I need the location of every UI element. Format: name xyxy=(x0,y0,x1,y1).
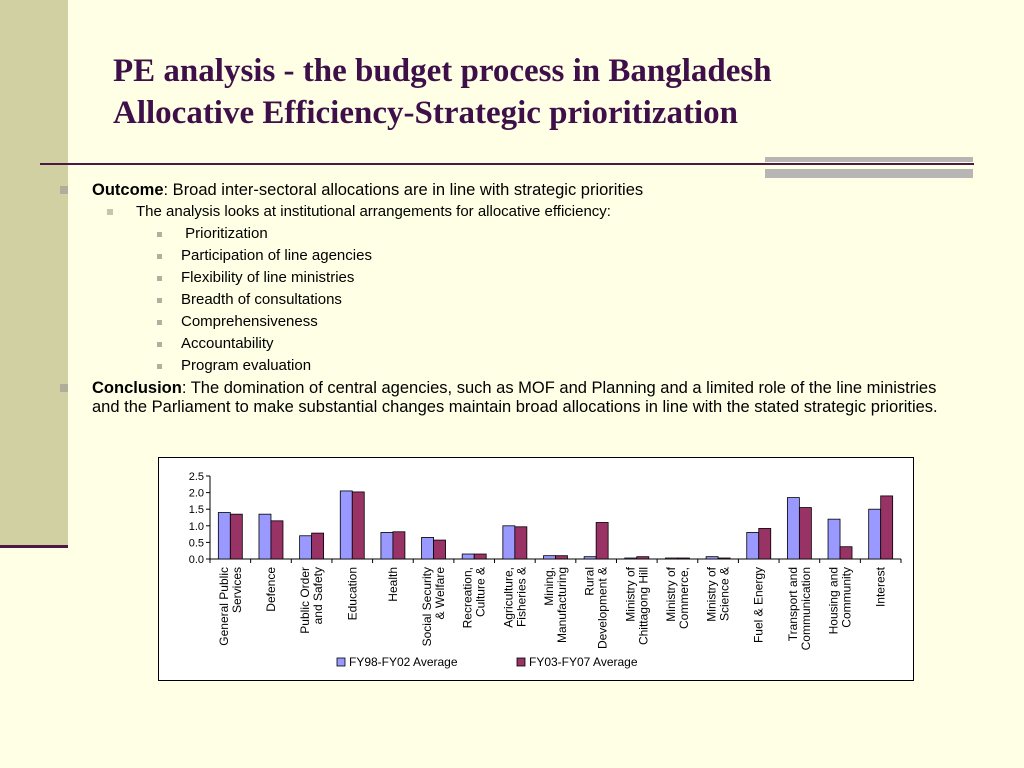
bullet-marker xyxy=(60,186,68,194)
bar-fy98-fy02 xyxy=(300,536,312,559)
y-tick-label: 2.0 xyxy=(188,487,204,500)
bar-fy03-fy07 xyxy=(799,508,811,559)
list-item-text: Program evaluation xyxy=(181,356,312,374)
bar-fy98-fy02 xyxy=(706,557,718,559)
list-item xyxy=(60,289,960,311)
bullet-marker xyxy=(157,254,162,259)
bullet-marker xyxy=(157,342,162,347)
title-line-1: PE analysis - the budget process in Bangladesh xyxy=(113,53,772,89)
legend-swatch xyxy=(337,658,345,666)
x-category-label-line: Transport and xyxy=(785,567,800,642)
bullet-marker xyxy=(157,364,162,369)
x-category-label xyxy=(542,567,569,643)
x-category-label-line: and Safety xyxy=(311,567,326,625)
bar-fy03-fy07 xyxy=(677,558,689,559)
x-category-label-line: Public Order xyxy=(298,567,313,634)
bar-fy03-fy07 xyxy=(434,540,446,559)
y-tick-label: 1.5 xyxy=(188,504,204,517)
x-category-label-line: Ministry of xyxy=(704,567,719,622)
analysis-intro-text: The analysis looks at institutional arrangements for allocative efficiency: xyxy=(136,202,611,220)
left-decor-line xyxy=(0,545,68,548)
x-category-label xyxy=(874,566,888,607)
y-tick-label: 2.5 xyxy=(188,471,204,483)
x-category-label-line: Defence xyxy=(263,567,278,612)
bar-fy98-fy02 xyxy=(665,558,677,559)
bar-fy98-fy02 xyxy=(340,491,352,559)
bullet-marker xyxy=(107,209,113,215)
bar-fy03-fy07 xyxy=(637,557,649,559)
list-item-text: Flexibility of line ministries xyxy=(181,268,355,286)
bar-fy98-fy02 xyxy=(787,498,799,559)
x-category-label xyxy=(752,567,766,643)
outcome-text: : Broad inter-sectoral allocations are in line with strategic priorities xyxy=(163,181,644,199)
conclusion-text: : The domination of central agencies, such as MOF and Planning and a limited role of the line ministries and the Parliament to make substantial changes maintain broad allocations in line with the stated strategic priorities. xyxy=(92,378,938,416)
decor-bar-top xyxy=(765,157,973,162)
list-item-text: Participation of line agencies xyxy=(181,246,372,264)
bar-fy03-fy07 xyxy=(352,492,364,559)
x-category-label-line: Mining, xyxy=(542,567,556,606)
bar-fy98-fy02 xyxy=(259,514,271,559)
x-category-label-line: Recreation, xyxy=(460,567,475,629)
outcome-bullet xyxy=(60,181,960,201)
analysis-intro-bullet xyxy=(60,201,960,223)
list-item xyxy=(60,311,960,333)
bullet-marker xyxy=(157,320,162,325)
decor-bar-bottom xyxy=(765,169,973,178)
bar-fy03-fy07 xyxy=(718,558,730,559)
list-item-text: Comprehensiveness xyxy=(181,312,318,330)
list-item-text: Accountability xyxy=(181,334,274,352)
x-category-label xyxy=(705,566,732,621)
x-category-label-line: Community xyxy=(839,567,854,628)
bar-fy03-fy07 xyxy=(840,547,852,559)
bar-fy03-fy07 xyxy=(474,554,486,559)
x-category-label xyxy=(345,567,359,620)
x-category-label-line: General Public xyxy=(216,567,231,646)
bar-fy03-fy07 xyxy=(556,556,568,559)
bullet-marker xyxy=(60,384,68,392)
x-category-label xyxy=(786,567,813,650)
bar-fy98-fy02 xyxy=(218,513,230,559)
list-item xyxy=(60,267,960,289)
bar-fy98-fy02 xyxy=(462,554,474,559)
conclusion-label: Conclusion xyxy=(92,378,182,397)
title-line-2: Allocative Efficiency-Strategic prioritization xyxy=(113,95,738,131)
x-category-label-line: Services xyxy=(229,567,244,614)
x-category-label-line: Interest xyxy=(873,567,888,608)
bullet-content xyxy=(60,181,960,418)
list-item xyxy=(60,355,960,377)
x-category-label-line: Ministry of xyxy=(623,567,638,622)
x-category-label-line: Culture & xyxy=(473,567,488,618)
bar-fy03-fy07 xyxy=(271,521,283,559)
x-category-label xyxy=(461,567,488,628)
x-category-label-line: Ministry of xyxy=(663,567,678,622)
x-category-label-line: Fuel & Energy xyxy=(751,567,766,644)
bar-fy03-fy07 xyxy=(312,533,324,559)
x-category-label xyxy=(664,566,691,629)
bar-fy98-fy02 xyxy=(381,532,393,559)
bar-fy98-fy02 xyxy=(869,509,881,559)
bar-fy98-fy02 xyxy=(828,519,840,559)
x-category-label-line: Commerce, xyxy=(676,567,691,630)
slide-title xyxy=(113,50,993,134)
bar-fy03-fy07 xyxy=(596,522,608,559)
x-category-label xyxy=(386,567,400,602)
legend-label: FY98-FY02 Average xyxy=(349,655,458,669)
y-tick-label: 0.0 xyxy=(188,554,204,566)
x-category-label-line: Agriculture, xyxy=(501,567,516,628)
bullet-marker xyxy=(157,276,162,281)
y-tick-label: 1.0 xyxy=(188,520,204,533)
bullet-marker xyxy=(157,232,162,237)
list-item xyxy=(60,333,960,355)
chart-container xyxy=(158,457,914,681)
x-category-label-line: Education xyxy=(345,567,360,621)
bar-fy03-fy07 xyxy=(230,514,242,559)
outcome-label: Outcome xyxy=(92,181,164,199)
x-category-label-line: Housing and xyxy=(826,567,841,635)
x-category-label-line: Social Security xyxy=(420,567,435,647)
x-category-label-line: Communication xyxy=(798,567,813,651)
title-divider xyxy=(40,163,974,165)
bar-fy03-fy07 xyxy=(393,532,405,559)
list-item-text: Breadth of consultations xyxy=(181,290,342,308)
bullet-marker xyxy=(157,298,162,303)
legend-label: FY03-FY07 Average xyxy=(529,655,638,669)
x-category-label xyxy=(827,567,854,634)
bar-fy98-fy02 xyxy=(747,532,759,559)
conclusion-bullet xyxy=(60,379,960,418)
x-category-label xyxy=(583,567,610,649)
x-category-label-line: Health xyxy=(385,567,400,602)
bar-fy98-fy02 xyxy=(422,537,434,559)
x-category-label xyxy=(217,567,244,646)
x-category-label-line: Manufacturing xyxy=(555,567,569,644)
bar-fy98-fy02 xyxy=(584,557,596,559)
bar-fy98-fy02 xyxy=(625,558,637,559)
x-category-label-line: Rural xyxy=(582,567,597,596)
y-tick-label: 0.5 xyxy=(188,537,204,550)
bar-fy03-fy07 xyxy=(881,496,893,559)
x-category-label xyxy=(264,567,278,612)
list-item xyxy=(60,245,960,267)
x-category-label-line: Chittagong Hill xyxy=(636,567,651,646)
list-item xyxy=(60,223,960,245)
x-category-label xyxy=(420,567,447,647)
bar-chart xyxy=(159,458,912,679)
legend-swatch xyxy=(517,658,525,666)
bar-fy98-fy02 xyxy=(544,556,556,559)
x-category-label xyxy=(298,567,325,634)
x-category-label-line: Fisheries & xyxy=(514,567,529,628)
bar-fy03-fy07 xyxy=(759,528,771,559)
x-category-label-line: & Welfare xyxy=(433,567,448,620)
bar-fy03-fy07 xyxy=(515,527,527,559)
x-category-label-line: Science & xyxy=(717,567,732,622)
bar-fy98-fy02 xyxy=(503,526,515,559)
x-category-label xyxy=(623,566,650,645)
left-decor-band xyxy=(0,0,68,545)
x-category-label-line: Development & xyxy=(595,567,610,650)
x-category-label xyxy=(501,567,528,628)
list-item-text: Prioritization xyxy=(181,224,268,242)
